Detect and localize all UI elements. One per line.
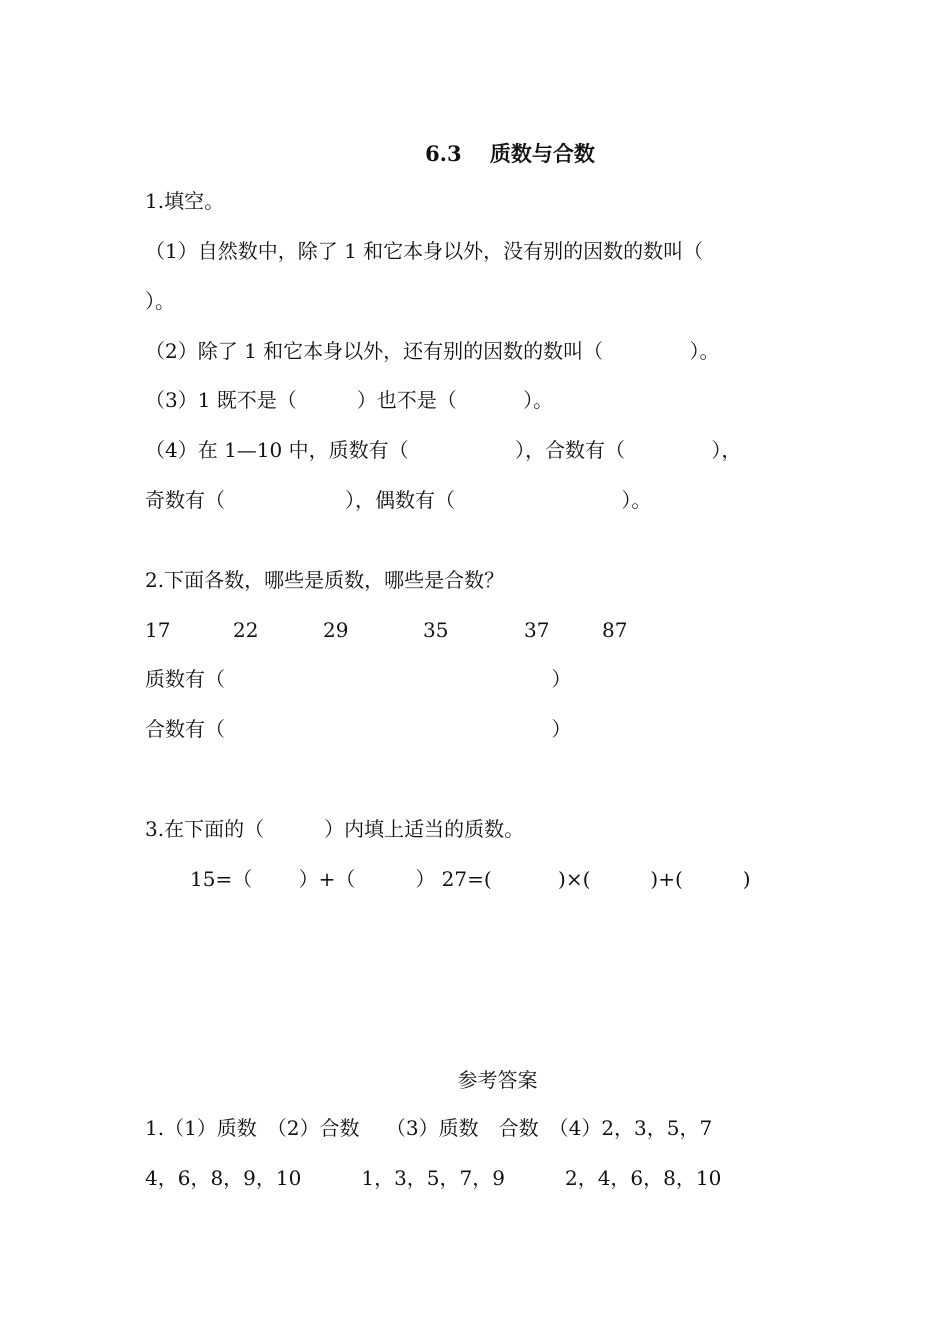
- q1-part1-line2: ）。: [145, 289, 175, 313]
- number-item: 37: [524, 618, 550, 642]
- q1-part3: （3）1 既不是（ ）也不是（ ）。: [145, 388, 554, 412]
- number-item: 35: [423, 618, 449, 642]
- q1-part4-line1: （4）在 1—10 中，质数有（ ），合数有（ ），: [145, 438, 742, 462]
- number-item: 17: [145, 618, 171, 642]
- q2-heading: 2.下面各数，哪些是质数，哪些是合数？: [145, 568, 505, 592]
- answer-line-1: 1.（1）质数 （2）合数 （3）质数 合数 （4）2，3，5，7: [145, 1116, 713, 1140]
- answer-title: 参考答案: [457, 1068, 538, 1092]
- prime-answer-line: 质数有（ ）: [145, 667, 572, 691]
- answer-line-2: 4，6，8，9，10 1，3，5，7，9 2，4，6，8，10: [145, 1166, 722, 1190]
- q3-equations: 15=（ ）+（ ） 27=( )×( )+( ): [190, 867, 751, 891]
- q1-part4-line2: 奇数有（ ），偶数有（ ）。: [145, 488, 652, 512]
- page-title: 6.3 质数与合数: [425, 141, 595, 166]
- number-item: 29: [323, 618, 349, 642]
- q1-part2: （2）除了 1 和它本身以外，还有别的因数的数叫（ ）。: [145, 339, 720, 363]
- q1-heading: 1.填空。: [145, 189, 225, 213]
- number-item: 22: [233, 618, 259, 642]
- composite-answer-line: 合数有（ ）: [145, 717, 572, 741]
- number-item: 87: [602, 618, 628, 642]
- q3-heading: 3.在下面的（ ）内填上适当的质数。: [145, 817, 525, 841]
- q1-part1-line1: （1）自然数中，除了 1 和它本身以外，没有别的因数的数叫（: [145, 239, 704, 263]
